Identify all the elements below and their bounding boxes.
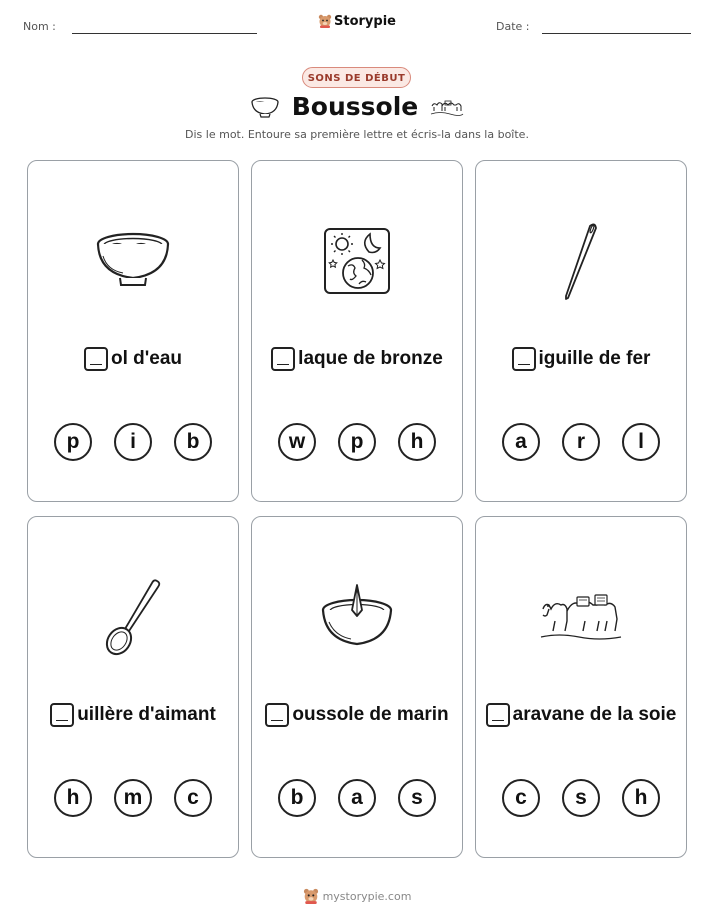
word-card bbox=[251, 160, 463, 502]
word-ending: iguille de fer bbox=[538, 348, 651, 369]
category-badge: SONS DE DÉBUT bbox=[302, 67, 411, 88]
date-label: Date : bbox=[496, 20, 530, 33]
word-card bbox=[475, 516, 687, 858]
camel-caravan-icon bbox=[430, 96, 464, 118]
card-picture bbox=[28, 567, 238, 667]
answer-box[interactable] bbox=[486, 703, 510, 727]
card-picture bbox=[252, 211, 462, 311]
letter-choices bbox=[476, 423, 686, 461]
word-card bbox=[27, 160, 239, 502]
letter-choice[interactable]: i bbox=[114, 423, 152, 461]
letter-choice[interactable]: b bbox=[174, 423, 212, 461]
word-row bbox=[252, 347, 462, 371]
letter-choice[interactable]: r bbox=[562, 423, 600, 461]
brand-logo bbox=[0, 14, 714, 29]
letter-choice[interactable]: h bbox=[622, 779, 660, 817]
letter-choice[interactable]: s bbox=[398, 779, 436, 817]
letter-choices bbox=[252, 779, 462, 817]
answer-box[interactable] bbox=[265, 703, 289, 727]
letter-choice[interactable]: p bbox=[338, 423, 376, 461]
bowl-icon bbox=[93, 230, 173, 292]
card-picture bbox=[28, 211, 238, 311]
letter-choices bbox=[252, 423, 462, 461]
word-ending: laque de bronze bbox=[298, 348, 443, 369]
letter-choice[interactable]: p bbox=[54, 423, 92, 461]
letter-choice[interactable]: w bbox=[278, 423, 316, 461]
letter-choice[interactable]: h bbox=[54, 779, 92, 817]
word-row bbox=[476, 703, 686, 727]
footer bbox=[0, 888, 714, 904]
card-picture bbox=[252, 567, 462, 667]
spoon-icon bbox=[101, 577, 165, 657]
letter-choices bbox=[476, 779, 686, 817]
letter-choice[interactable]: s bbox=[562, 779, 600, 817]
letter-choice[interactable]: l bbox=[622, 423, 660, 461]
name-label: Nom : bbox=[23, 20, 56, 33]
camel-caravan-icon bbox=[539, 591, 623, 643]
bear-logo-icon bbox=[303, 888, 319, 904]
bear-logo-icon bbox=[318, 14, 332, 28]
letter-choice[interactable]: h bbox=[398, 423, 436, 461]
needle-icon bbox=[556, 220, 606, 302]
footer-url[interactable]: mystorypie.com bbox=[322, 890, 412, 903]
answer-box[interactable] bbox=[50, 703, 74, 727]
letter-choices bbox=[28, 779, 238, 817]
word-ending: oussole de marin bbox=[292, 704, 449, 725]
word-row bbox=[28, 703, 238, 727]
word-card bbox=[251, 516, 463, 858]
letter-choice[interactable]: m bbox=[114, 779, 152, 817]
word-ending: ol d'eau bbox=[110, 348, 183, 369]
word-ending: uillère d'aimant bbox=[77, 704, 216, 725]
letter-choices bbox=[28, 423, 238, 461]
letter-choice[interactable]: a bbox=[502, 423, 540, 461]
word-row bbox=[476, 347, 686, 371]
word-ending: aravane de la soie bbox=[512, 704, 677, 725]
letter-choice[interactable]: a bbox=[338, 779, 376, 817]
title-row bbox=[0, 92, 714, 124]
card-picture bbox=[476, 567, 686, 667]
letter-choice[interactable]: c bbox=[502, 779, 540, 817]
brand-name: Storypie bbox=[334, 14, 396, 29]
answer-box[interactable] bbox=[512, 347, 536, 371]
word-card bbox=[475, 160, 687, 502]
compass-bowl-icon bbox=[317, 582, 397, 652]
name-line[interactable] bbox=[72, 33, 257, 34]
word-card bbox=[27, 516, 239, 858]
letter-choice[interactable]: b bbox=[278, 779, 316, 817]
page-title: Boussole bbox=[291, 92, 419, 121]
sky-globe-icon bbox=[322, 226, 392, 296]
answer-box[interactable] bbox=[271, 347, 295, 371]
answer-box[interactable] bbox=[84, 347, 108, 371]
word-row bbox=[28, 347, 238, 371]
instructions: Dis le mot. Entoure sa première lettre et écris-la dans la boîte. bbox=[185, 128, 529, 141]
date-line[interactable] bbox=[542, 33, 691, 34]
card-picture bbox=[476, 211, 686, 311]
word-row bbox=[252, 703, 462, 727]
letter-choice[interactable]: c bbox=[174, 779, 212, 817]
bowl-icon bbox=[250, 96, 280, 118]
